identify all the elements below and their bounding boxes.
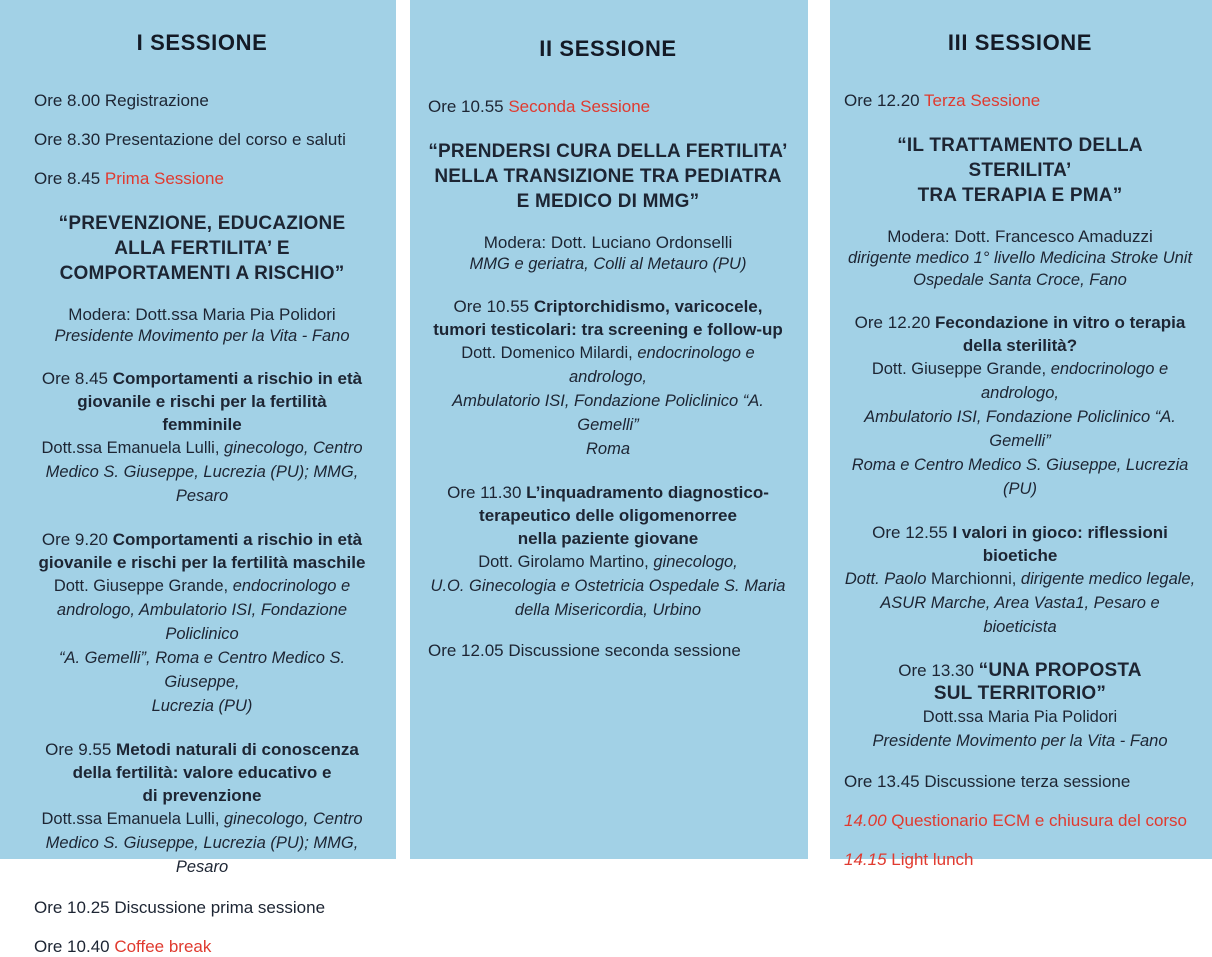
text-line <box>428 527 788 550</box>
schedule-block-talk <box>428 295 788 461</box>
text-segment: di prevenzione <box>142 786 262 805</box>
text-segment: Dott. Paolo <box>844 570 932 588</box>
text-line <box>844 771 1196 792</box>
text-segment: Modera: Dott. Francesco Amaduzzi <box>887 227 1153 246</box>
text-segment: Ore 8.45 <box>34 169 105 188</box>
text-segment: dirigente medico 1° livello Medicina Stroke Unit <box>847 249 1193 267</box>
text-segment: Ore 12.20 <box>854 313 935 332</box>
session-column-1 <box>0 0 396 956</box>
text-segment: Dott. Giuseppe Grande, <box>871 360 1051 378</box>
text-line <box>428 318 788 341</box>
schedule-block-talk <box>428 481 788 622</box>
text-line <box>844 682 1196 705</box>
text-segment: Modera: Dott.ssa Maria Pia Polidori <box>68 305 336 324</box>
text-line <box>428 232 788 253</box>
text-line <box>428 96 788 117</box>
text-line <box>34 460 370 508</box>
text-segment: Ore 12.05 Discussione seconda sessione <box>428 641 741 660</box>
text-segment: 14.15 <box>844 850 892 869</box>
text-line <box>844 591 1196 639</box>
text-segment: Questionario ECM e chiusura del corso <box>891 811 1188 830</box>
session-column-2 <box>410 0 808 859</box>
schedule-block-talk <box>844 521 1196 639</box>
text-segment: Ore 10.55 <box>453 297 534 316</box>
text-segment: Ore 9.55 <box>45 740 117 759</box>
text-line <box>34 129 370 150</box>
blocks <box>34 90 370 957</box>
text-segment: Ore 13.45 Discussione terza sessione <box>844 772 1131 791</box>
text-line <box>844 544 1196 567</box>
text-segment: andrologo, Ambulatorio ISI, Fondazione Policlinico <box>56 601 348 643</box>
text-segment: Prima Sessione <box>104 169 224 188</box>
text-segment: dirigente medico legale, <box>1020 570 1196 588</box>
text-segment: endocrinologo e andrologo, <box>981 360 1169 402</box>
schedule-block-entry <box>844 810 1196 831</box>
text-segment: Ore 10.40 <box>34 937 115 956</box>
text-line <box>428 504 788 527</box>
text-segment: Metodi naturali di conoscenza <box>116 740 359 759</box>
text-segment: E MEDICO DI MMG” <box>516 191 700 212</box>
schedule-block-entry <box>844 849 1196 870</box>
text-segment: bioetiche <box>982 546 1058 565</box>
schedule-block-entry <box>34 897 370 918</box>
text-segment: Medico S. Giuseppe, Lucrezia (PU); MMG, Pesaro <box>45 834 359 876</box>
text-line <box>34 236 370 261</box>
text-line <box>844 705 1196 729</box>
text-line <box>844 453 1196 501</box>
text-segment: Ore 11.30 <box>447 483 527 502</box>
text-segment: Presidente Movimento per la Vita - Fano <box>872 732 1168 750</box>
text-segment: giovanile e rischi per la fertilità <box>77 392 327 411</box>
text-line <box>34 261 370 286</box>
text-line <box>34 325 370 347</box>
text-line <box>34 936 370 957</box>
session-2-heading: II SESSIONE <box>539 36 677 61</box>
text-line <box>844 405 1196 453</box>
schedule-block-talk <box>844 659 1196 753</box>
schedule-block-entry <box>428 96 788 117</box>
schedule-block-talk <box>34 528 370 718</box>
text-segment: Dott.ssa Emanuela Lulli, <box>41 439 224 457</box>
text-line <box>34 738 370 761</box>
text-line <box>844 247 1196 269</box>
schedule-block-entry <box>428 640 788 661</box>
text-line <box>34 211 370 236</box>
text-segment: Criptorchidismo, varicocele, <box>533 297 763 316</box>
text-segment: Comportamenti a rischio in età <box>112 369 363 388</box>
text-segment: femminile <box>162 415 242 434</box>
text-line <box>428 189 788 214</box>
text-line <box>34 304 370 325</box>
text-segment: SUL TERRITORIO” <box>933 683 1107 704</box>
text-line <box>34 598 370 646</box>
session-1-heading: I SESSIONE <box>136 30 268 55</box>
text-segment: Ore 13.30 <box>898 661 979 680</box>
text-line <box>34 413 370 436</box>
text-segment: “PREVENZIONE, EDUCAZIONE <box>58 213 346 234</box>
schedule-block-entry <box>844 90 1196 111</box>
text-segment: COMPORTAMENTI A RISCHIO” <box>59 263 345 284</box>
schedule-block-quote-title <box>844 133 1196 208</box>
text-line <box>34 367 370 390</box>
text-line <box>34 646 370 694</box>
text-segment: Roma e Centro Medico S. Giuseppe, Lucrezia (PU) <box>851 456 1189 498</box>
schedule-block-entry <box>34 90 370 111</box>
schedule-block-moderator <box>34 304 370 347</box>
schedule-block-moderator <box>844 226 1196 291</box>
text-segment: ginecologo, <box>653 553 738 571</box>
text-line <box>428 295 788 318</box>
text-line <box>844 567 1196 591</box>
schedule-block-entry <box>34 936 370 957</box>
schedule-block-quote-title <box>34 211 370 286</box>
text-line <box>844 226 1196 247</box>
text-segment: NELLA TRANSIZIONE TRA PEDIATRA <box>434 166 782 187</box>
text-line <box>34 784 370 807</box>
text-segment: Comportamenti a rischio in età <box>112 530 363 549</box>
text-segment: Ore 8.00 Registrazione <box>34 91 209 110</box>
text-segment: L’inquadramento diagnostico- <box>526 483 769 502</box>
text-line <box>34 390 370 413</box>
text-segment: U.O. Ginecologia e Ostetricia Ospedale S. Maria <box>430 577 786 595</box>
text-segment: Ore 10.25 Discussione prima sessione <box>34 898 326 917</box>
text-line <box>428 598 788 622</box>
text-segment: “A. Gemelli”, Roma e Centro Medico S. Giuseppe, <box>58 649 346 691</box>
text-segment: Marchionni, <box>931 570 1021 588</box>
text-line <box>844 849 1196 870</box>
text-segment: “IL TRATTAMENTO DELLA STERILITA’ <box>897 135 1143 181</box>
text-segment: 14.00 <box>844 811 892 830</box>
text-segment: “UNA PROPOSTA <box>978 660 1142 681</box>
text-segment: Presidente Movimento per la Vita - Fano <box>54 327 350 345</box>
text-segment: tumori testicolari: tra screening e follow-up <box>433 320 783 339</box>
text-segment: della Misericordia, Urbino <box>514 601 702 619</box>
schedule-block-talk <box>844 311 1196 501</box>
text-line <box>428 164 788 189</box>
text-segment: ALLA FERTILITA’ E <box>114 238 290 259</box>
schedule-block-entry <box>34 168 370 189</box>
text-line <box>34 897 370 918</box>
session-3-heading: III SESSIONE <box>947 30 1093 55</box>
schedule-block-entry <box>844 771 1196 792</box>
text-segment: della sterilità? <box>962 336 1078 355</box>
text-segment: Dott. Domenico Milardi, <box>461 344 638 362</box>
text-segment: nella paziente giovane <box>517 529 699 548</box>
text-line <box>34 761 370 784</box>
text-line <box>428 253 788 275</box>
text-line <box>844 659 1196 682</box>
text-line <box>428 550 788 574</box>
text-segment: Ore 9.20 <box>41 530 113 549</box>
text-segment: Ore 10.55 <box>428 97 509 116</box>
text-segment: Ambulatorio ISI, Fondazione Policlinico “A. Gemelli” <box>864 408 1176 450</box>
text-segment: Fecondazione in vitro o terapia <box>935 313 1186 332</box>
text-segment: Dott. Girolamo Martino, <box>478 553 654 571</box>
text-segment: I valori in gioco: riflessioni <box>952 523 1168 542</box>
text-segment: Light lunch <box>891 850 974 869</box>
text-line <box>428 341 788 389</box>
text-segment: Seconda Sessione <box>508 97 651 116</box>
text-line <box>34 574 370 598</box>
text-line <box>844 357 1196 405</box>
text-segment: terapeutico delle oligomenorree <box>479 506 737 525</box>
schedule-block-talk <box>34 367 370 508</box>
text-line <box>34 528 370 551</box>
text-segment: Dott.ssa Maria Pia Polidori <box>922 708 1118 726</box>
text-line <box>34 436 370 460</box>
text-line <box>34 551 370 574</box>
blocks <box>844 90 1196 870</box>
text-segment: endocrinologo e <box>232 577 351 595</box>
text-line <box>844 183 1196 208</box>
text-line <box>428 481 788 504</box>
text-segment: Terza Sessione <box>924 91 1041 110</box>
text-line <box>34 90 370 111</box>
text-segment: della fertilità: valore educativo e <box>72 763 332 782</box>
text-line <box>428 574 788 598</box>
schedule-block-moderator <box>428 232 788 275</box>
text-line <box>844 133 1196 183</box>
session-column-3 <box>830 0 1212 869</box>
text-segment: Roma <box>585 440 630 458</box>
schedule-block-entry <box>34 129 370 150</box>
text-segment: Dott. Giuseppe Grande, <box>53 577 233 595</box>
text-segment: Ore 12.20 <box>844 91 925 110</box>
text-segment: Dott.ssa Emanuela Lulli, <box>41 810 224 828</box>
text-line <box>428 640 788 661</box>
text-segment: endocrinologo e andrologo, <box>569 344 755 386</box>
text-segment: Ospedale Santa Croce, Fano <box>913 271 1127 289</box>
text-segment: Coffee break <box>114 937 212 956</box>
text-segment: Ore 8.30 Presentazione del corso e saluti <box>34 130 346 149</box>
text-segment: Medico S. Giuseppe, Lucrezia (PU); MMG, Pesaro <box>45 463 359 505</box>
text-line <box>428 437 788 461</box>
text-line <box>34 807 370 831</box>
text-segment: MMG e geriatra, Colli al Metauro (PU) <box>469 255 747 273</box>
blocks <box>428 96 788 661</box>
text-line <box>844 334 1196 357</box>
text-segment: ginecologo, Centro <box>224 439 363 457</box>
text-segment: “PRENDERSI CURA DELLA FERTILITA’ <box>428 141 788 162</box>
text-segment: Ore 8.45 <box>41 369 113 388</box>
text-segment: Ore 12.55 <box>872 523 953 542</box>
text-line <box>844 810 1196 831</box>
text-line <box>844 311 1196 334</box>
text-line <box>34 831 370 879</box>
text-line <box>844 729 1196 753</box>
text-segment: giovanile e rischi per la fertilità maschile <box>38 553 366 572</box>
text-line <box>844 521 1196 544</box>
text-segment: ginecologo, Centro <box>224 810 363 828</box>
text-line <box>428 139 788 164</box>
text-line <box>34 168 370 189</box>
text-line <box>844 269 1196 291</box>
text-segment: Lucrezia (PU) <box>151 697 253 715</box>
text-segment: ASUR Marche, Area Vasta1, Pesaro e bioeticista <box>880 594 1160 636</box>
text-segment: TRA TERAPIA E PMA” <box>917 185 1123 206</box>
text-segment: Ambulatorio ISI, Fondazione Policlinico “A. Gemelli” <box>452 392 764 434</box>
text-line <box>428 389 788 437</box>
schedule-block-quote-title <box>428 139 788 214</box>
schedule-block-talk <box>34 738 370 879</box>
text-segment: Modera: Dott. Luciano Ordonselli <box>483 233 733 252</box>
text-line <box>844 90 1196 111</box>
text-line <box>34 694 370 718</box>
